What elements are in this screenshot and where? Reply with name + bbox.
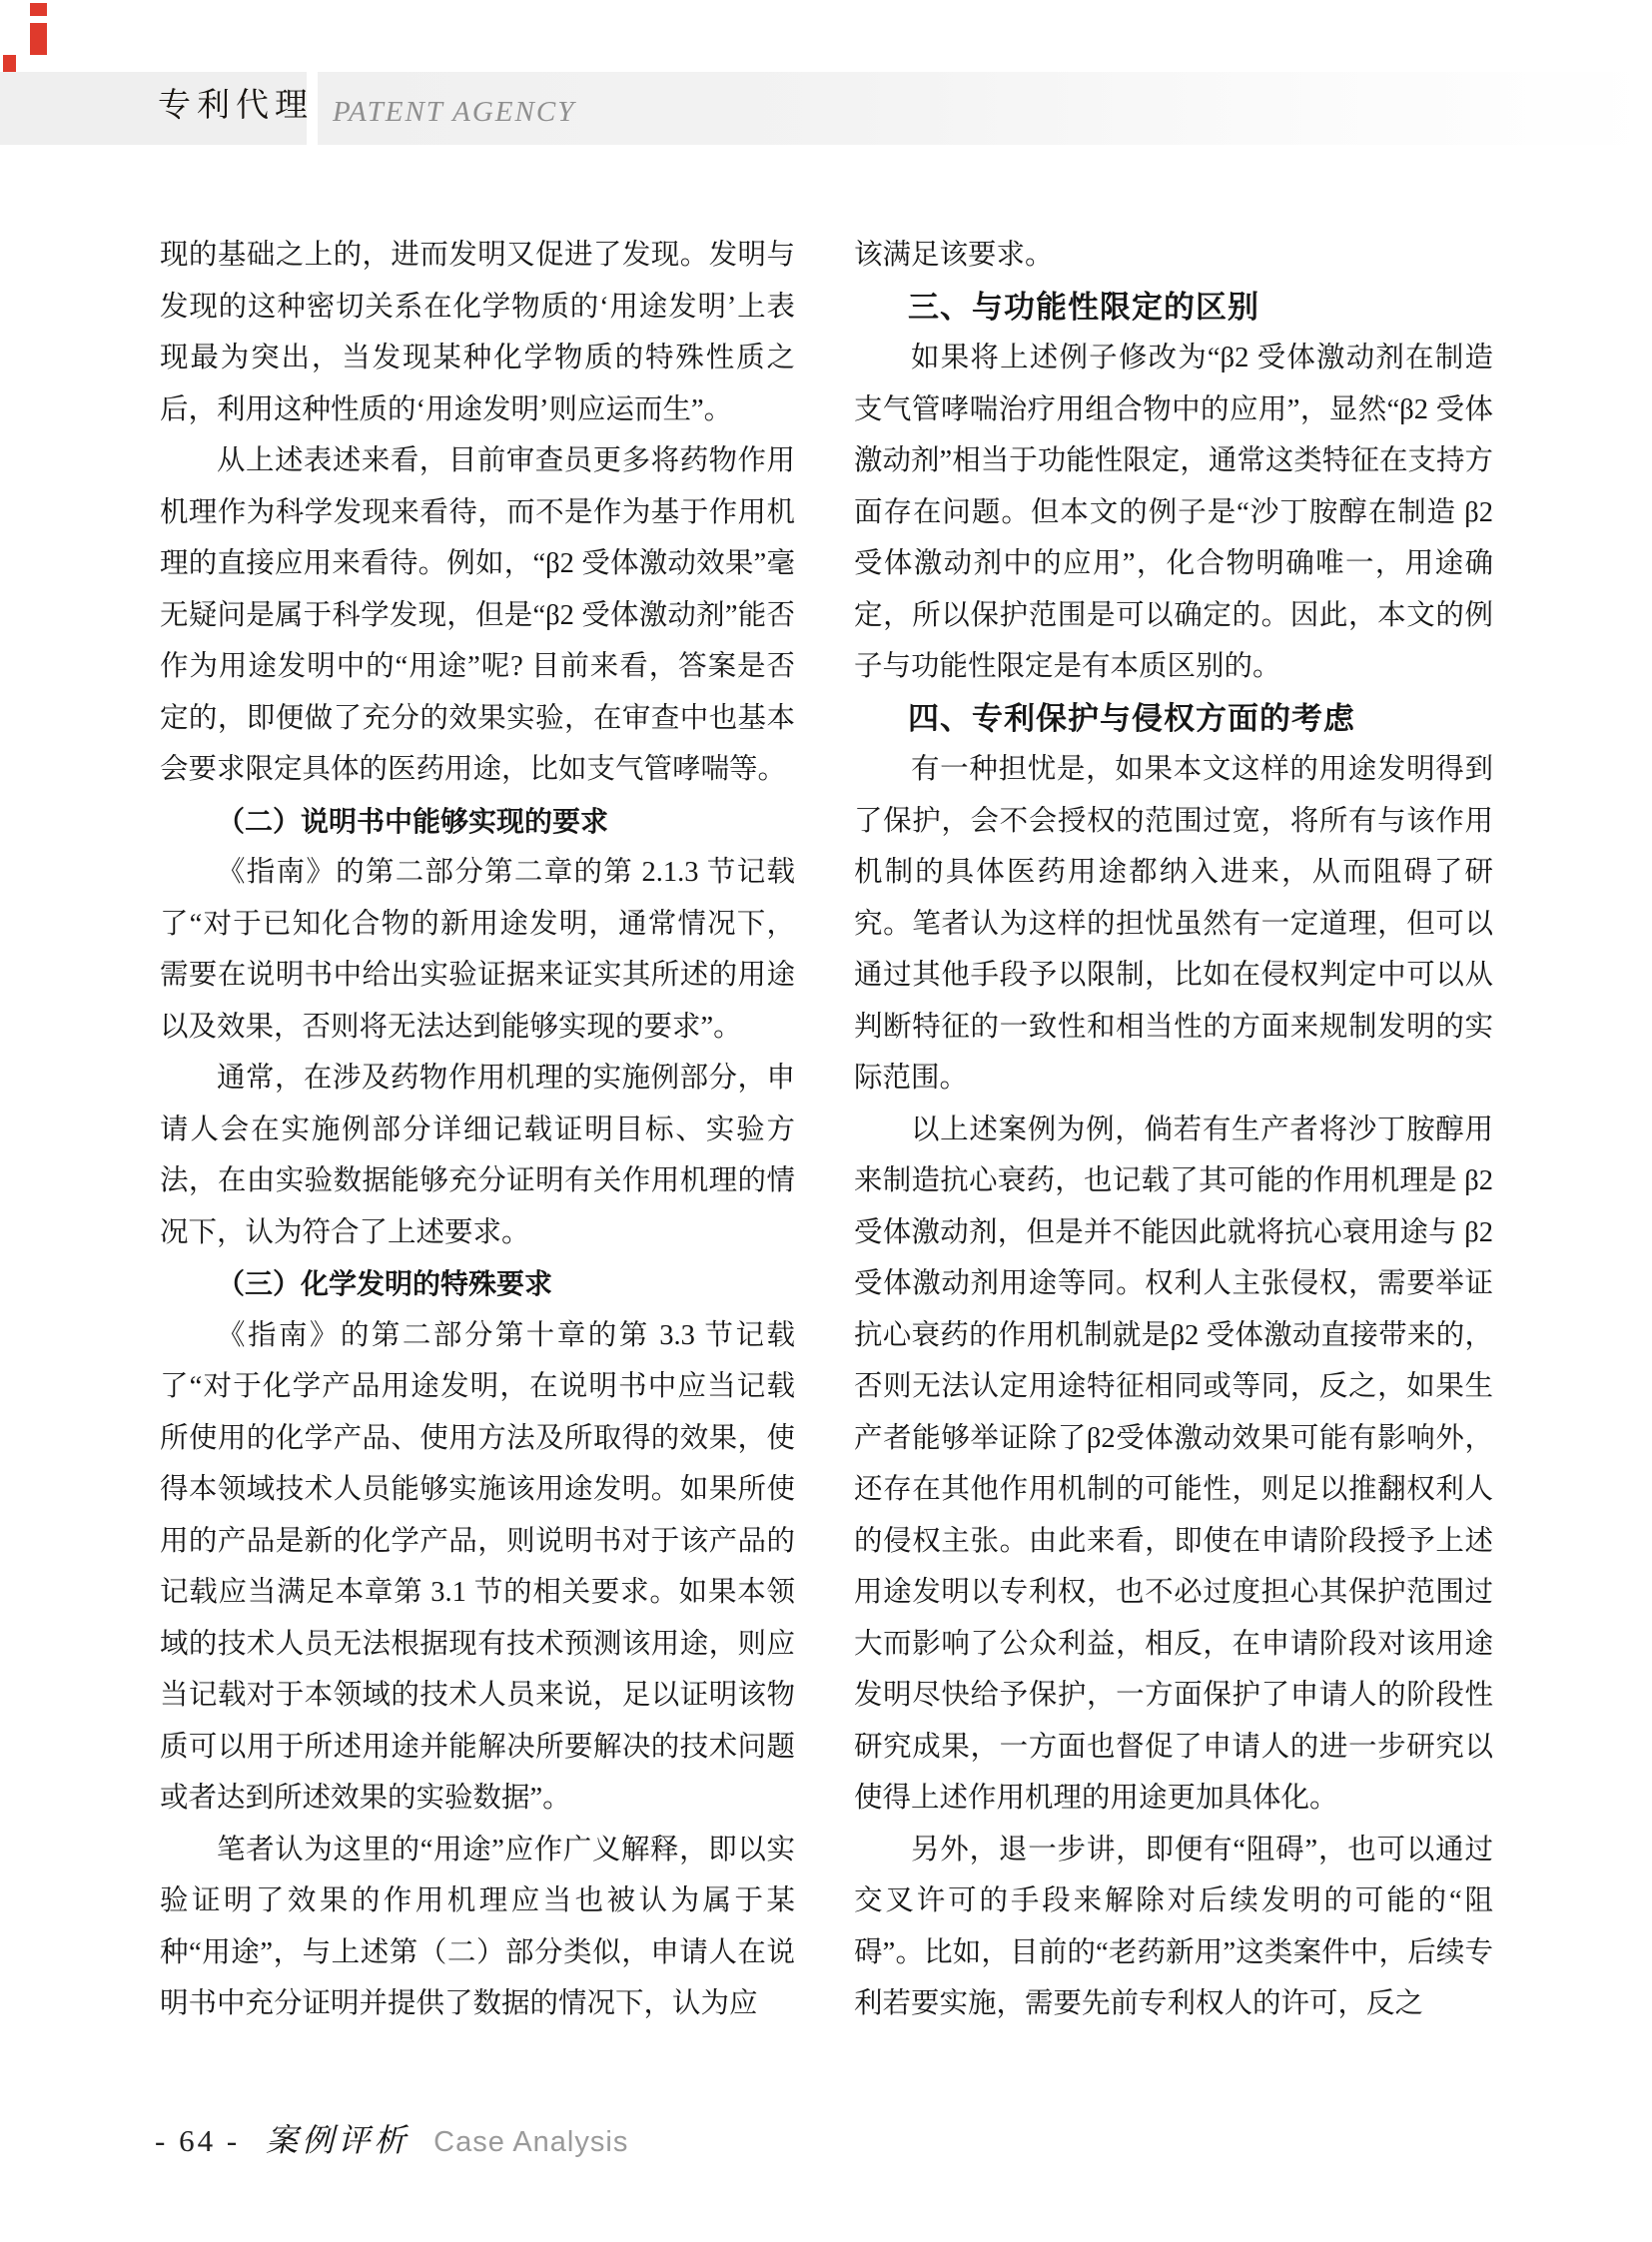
right-text-column	[854, 230, 1493, 2030]
paragraph: 《指南》的第二部分第二章的第 2.1.3 节记载了“对于已知化合物的新用途发明，通常情况下，需要在说明书中给出实验证据来证实其所述的用途以及效果，否则将无法达到能够实现的要求”。	[160, 857, 795, 1043]
journal-section-title-en: PATENT AGENCY	[333, 96, 576, 128]
journal-section-title-cn: 专利代理	[158, 88, 314, 124]
paragraph: 如果将上述例子修改为“β2 受体激动剂在制造支气管哮喘治疗用组合物中的应用”，显然“β2 受体激动剂”相当于功能性限定，通常这类特征在支持方面存在问题。但本文的例子是“沙丁胺醇在制造 β2 受体激动剂中的应用”，化合物明确唯一，用途确定，所以保护范围是可以确定的。因此，本文的例子与功能性限定是有本质区别的。	[854, 343, 1493, 682]
paragraph: 笔者认为这里的“用途”应作广义解释，即以实验证明了效果的作用机理应当也被认为属于某种“用途”，与上述第（二）部分类似，申请人在说明书中充分证明并提供了数据的情况下，认为应	[160, 1834, 795, 2019]
footer-section-title-en: Case Analysis	[433, 2126, 629, 2158]
paragraph: 以上述案例为例，倘若有生产者将沙丁胺醇用来制造抗心衰药，也记载了其可能的作用机理是 β2 受体激动剂，但是并不能因此就将抗心衰用途与 β2 受体激动剂用途等同。权利人主张侵权，需要举证抗心衰药的作用机制就是β2 受体激动直接带来的，否则无法认定用途特征相同或等同，反之，如果生产者能够举证除了β2受体激动效果可能有影响外，还存在其他作用机制的可能性，则足以推翻权利人的侵权主张。由此来看，即使在申请阶段授予上述用途发明以专利权，也不必过度担心其保护范围过大而影响了公众利益，相反，在申请阶段对该用途发明尽快给予保护，一方面保护了申请人的阶段性研究成果，一方面也督促了申请人的进一步研究以使得上述作用机理的用途更加具体化。	[854, 1114, 1493, 1814]
paragraph: 现的基础之上的，进而发明又促进了发现。发明与发现的这种密切关系在化学物质的‘用途发明’上表现最为突出，当发现某种化学物质的特殊性质之后，利用这种性质的‘用途发明’则应运而生”。	[160, 240, 795, 425]
page-number: - 64 -	[155, 2123, 241, 2158]
paragraph: 有一种担忧是，如果本文这样的用途发明得到了保护，会不会授权的范围过宽，将所有与该作用机制的具体医药用途都纳入进来，从而阻碍了研究。笔者认为这样的担忧虽然有一定道理，但可以通过其他手段予以限制，比如在侵权判定中可以从判断特征的一致性和相当性的方面来规制发明的实际范围。	[854, 754, 1493, 1094]
paragraph: 通常，在涉及药物作用机理的实施例部分，申请人会在实施例部分详细记载证明目标、实验方法，在由实验数据能够充分证明有关作用机理的情况下，认为符合了上述要求。	[160, 1063, 795, 1248]
sub-heading: （二）说明书中能够实现的要求	[217, 805, 609, 837]
crop-mark	[30, 3, 47, 16]
footer-section-title-cn: 案例评析	[266, 2122, 411, 2158]
crop-mark	[30, 23, 47, 55]
section-heading: 三、与功能性限定的区别	[908, 289, 1259, 325]
paragraph: 另外，退一步讲，即便有“阻碍”，也可以通过交叉许可的手段来解除对后续发明的可能的“阻碍”。比如，目前的“老药新用”这类案件中，后续专利若要实施，需要先前专利权人的许可，反之	[854, 1834, 1493, 2019]
page-footer	[155, 2115, 628, 2161]
paragraph: 该满足该要求。	[854, 240, 1054, 271]
left-text-column	[160, 230, 795, 2030]
paragraph: 从上述表述来看，目前审查员更多将药物作用机理作为科学发现来看待，而不是作为基于作用机理的直接应用来看待。例如，“β2 受体激动效果”毫无疑问是属于科学发现，但是“β2 受体激动剂”能否作为用途发明中的“用途”呢? 目前来看，答案是否定的，即便做了充分的效果实验，在审查中也基本会要求限定具体的医药用途，比如支气管哮喘等。	[160, 445, 795, 785]
section-heading: 四、专利保护与侵权方面的考虑	[908, 700, 1355, 736]
paragraph: 《指南》的第二部分第十章的第 3.3 节记载了“对于化学产品用途发明，在说明书中应当记载所使用的化学产品、使用方法及所取得的效果，使得本领域技术人员能够实施该用途发明。如果所使用的产品是新的化学产品，则说明书对于该产品的记载应当满足本章第 3.1 节的相关要求。如果本领域的技术人员无法根据现有技术预测该用途，则应当记载对于本领域的技术人员来说，足以证明该物质可以用于所述用途并能解决所要解决的技术问题或者达到所述效果的实验数据”。	[160, 1319, 795, 1814]
sub-heading: （三）化学发明的特殊要求	[217, 1268, 553, 1299]
